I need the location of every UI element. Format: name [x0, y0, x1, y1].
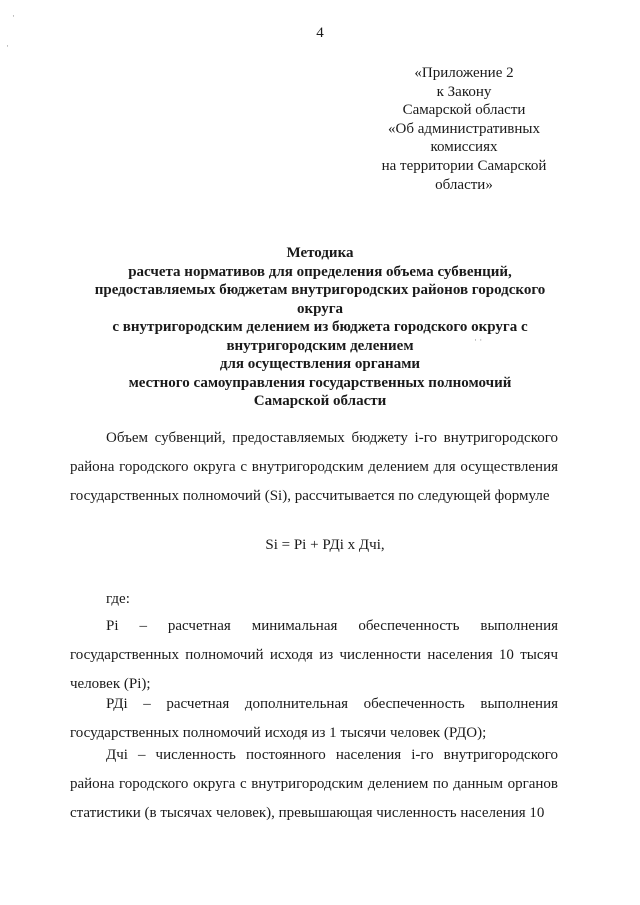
scan-speck: · [12, 11, 15, 21]
annex-line: к Закону [436, 83, 492, 100]
annex-line: на территории Самарской [381, 157, 547, 174]
title-line: округа [296, 300, 344, 317]
scan-speck: · [6, 41, 9, 51]
annex-line: комиссиях [430, 139, 498, 156]
title-line: внутригородским делением [226, 337, 414, 354]
annex-line: «Приложение 2 [414, 65, 514, 81]
definition-dchi: Дчi – численность постоянного населения i-го внутригородского района городского округа с внутригородским делением по данным органов статистики (в тысячах человек), превышающая численность населения 10 [70, 747, 558, 821]
formula: Si = Pi + РДi х Дчi, [265, 537, 385, 553]
definition-rdi: РДi – расчетная дополнительная обеспеченность выполнения государственных полномочий исходя из 1 тысячи человек (РДО); [70, 696, 558, 741]
title-line: предоставляемых бюджетам внутригородских районов городского [94, 282, 546, 298]
annex-reference [348, 64, 580, 194]
scan-speck: · · [474, 335, 483, 345]
title-line: Методика [286, 245, 354, 261]
title-line: местного самоуправления государственных полномочий [128, 374, 512, 391]
title-line: расчета нормативов для определения объема субвенций, [128, 263, 512, 280]
definition-pi: Pi – расчетная минимальная обеспеченность выполнения государственных полномочий исходя из численности населения 10 тысяч человек (Pi); [70, 618, 558, 692]
where-label: где: [106, 591, 130, 607]
title-line: для осуществления органами [219, 356, 421, 372]
title-line: с внутригородским делением из бюджета городского округа с [112, 319, 528, 335]
document-title [60, 244, 580, 411]
page-number: 4 [316, 25, 324, 41]
intro-paragraph: Объем субвенций, предоставляемых бюджету i-го внутригородского района городского округа с внутригородским делением для осуществления государственных полномочий (Si), рассчитывается по следующей формуле [70, 430, 558, 504]
annex-line: «Об административных [387, 120, 540, 137]
annex-line: Самарской области [402, 102, 526, 119]
title-line: Самарской области [253, 393, 387, 409]
annex-line: области» [435, 176, 493, 193]
